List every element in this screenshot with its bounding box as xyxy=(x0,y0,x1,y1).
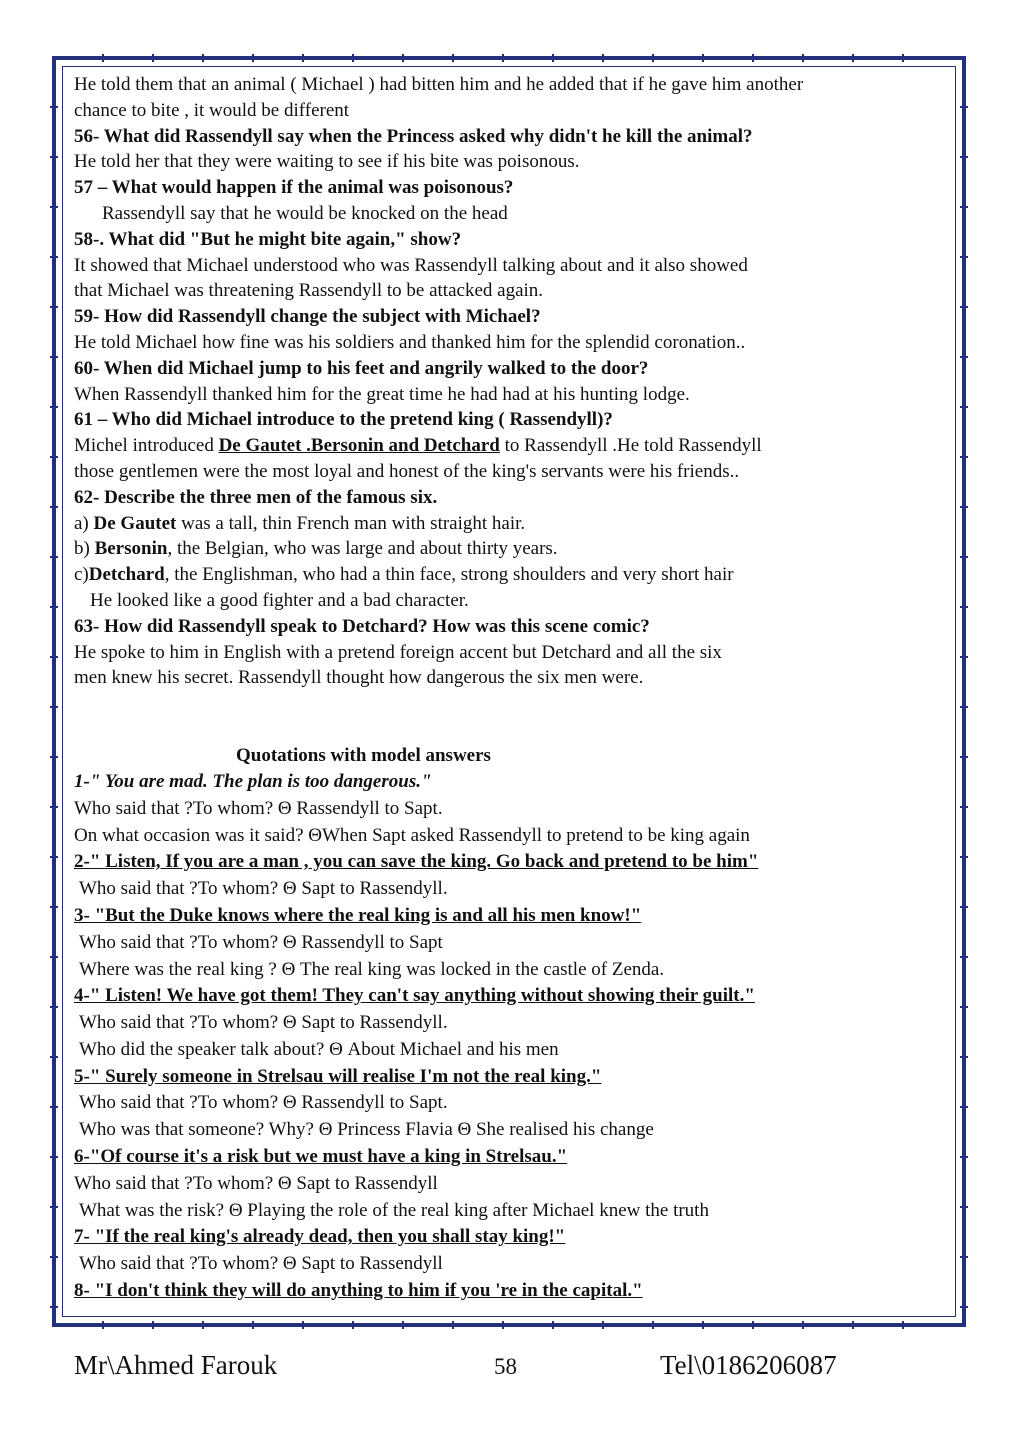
border-tick xyxy=(302,54,304,62)
border-tick xyxy=(50,406,58,408)
border-tick xyxy=(960,906,968,908)
answer-63-cont: men knew his secret. Rassendyll thought how dangerous the six men were. xyxy=(74,667,644,689)
answer-57: Rassendyll say that he would be knocked on the head xyxy=(102,202,508,224)
border-tick xyxy=(960,1156,968,1158)
border-tick xyxy=(352,54,354,62)
border-tick xyxy=(252,1321,254,1329)
quotation-answer: Where was the real king ? Θ The real king was locked in the castle of Zenda. xyxy=(79,958,665,980)
border-tick xyxy=(452,1321,454,1329)
border-tick xyxy=(50,756,58,758)
border-tick xyxy=(902,54,904,62)
quotation-5: 5-" Surely someone in Strelsau will realise I'm not the real king." xyxy=(74,1065,602,1087)
border-tick xyxy=(552,1321,554,1329)
border-tick xyxy=(50,156,58,158)
border-tick xyxy=(50,856,58,858)
text-line: chance to bite , it would be different xyxy=(74,99,350,121)
answer-56: He told her that they were waiting to see if his bite was poisonous. xyxy=(74,151,580,173)
border-tick xyxy=(50,1056,58,1058)
border-tick xyxy=(50,606,58,608)
answer-63: He spoke to him in English with a pretend foreign accent but Detchard and all the six xyxy=(74,641,722,663)
man-desc: was a tall, thin French man with straight hair. xyxy=(176,512,526,534)
quotation-answer: Who was that someone? Why? Θ Princess Flavia Θ She realised his change xyxy=(79,1119,654,1141)
border-tick xyxy=(252,54,254,62)
question-62: 62- Describe the three men of the famous six. xyxy=(74,486,438,508)
border-tick xyxy=(50,306,58,308)
border-tick xyxy=(402,1321,404,1329)
border-tick xyxy=(960,656,968,658)
quotation-answer: Who did the speaker talk about? Θ About Michael and his men xyxy=(79,1038,559,1060)
quotations-title: Quotations with model answers xyxy=(236,745,491,767)
border-tick xyxy=(602,1321,604,1329)
quotation-4: 4-" Listen! We have got them! They can't say anything without showing their guilt." xyxy=(74,985,755,1007)
answer-61-post: to Rassendyll .He told Rassendyll xyxy=(499,435,762,457)
quotation-1: 1-" You are mad. The plan is too dangerous." xyxy=(74,770,432,792)
question-58: 58-. What did "But he might bite again," show? xyxy=(74,228,462,250)
detchard-cont: He looked like a good fighter and a bad character. xyxy=(90,589,469,611)
border-tick xyxy=(50,1106,58,1108)
border-tick xyxy=(960,1256,968,1258)
border-tick xyxy=(102,54,104,62)
border-tick xyxy=(960,456,968,458)
border-tick xyxy=(50,656,58,658)
quotation-7: 7- "If the real king's already dead, then you shall stay king!" xyxy=(74,1226,566,1248)
border-tick xyxy=(152,1321,154,1329)
border-tick xyxy=(50,956,58,958)
border-tick xyxy=(50,906,58,908)
border-tick xyxy=(50,206,58,208)
question-57: 57 – What would happen if the animal was poisonous? xyxy=(74,177,514,199)
question-60: 60- When did Michael jump to his feet and angrily walked to the door? xyxy=(74,357,649,379)
answer-61-cont: those gentlemen were the most loyal and honest of the king's servants were his friends.. xyxy=(74,460,740,482)
quotation-answer: On what occasion was it said? ΘWhen Sapt asked Rassendyll to pretend to be king again xyxy=(74,824,750,846)
man-name: Detchard xyxy=(88,564,165,586)
border-tick xyxy=(50,356,58,358)
border-tick xyxy=(50,256,58,258)
border-tick xyxy=(960,1206,968,1208)
man-prefix: c) xyxy=(74,564,89,586)
border-tick xyxy=(202,54,204,62)
border-tick xyxy=(752,1321,754,1329)
answer-58: It showed that Michael understood who was Rassendyll talking about and it also showed xyxy=(74,254,748,276)
border-tick xyxy=(960,1306,968,1308)
man-name: De Gautet xyxy=(93,512,177,534)
border-tick xyxy=(852,1321,854,1329)
man-prefix: a) xyxy=(74,512,94,534)
border-tick xyxy=(452,54,454,62)
border-tick xyxy=(202,1321,204,1329)
man-name: Bersonin xyxy=(94,538,168,560)
man-de-gautet xyxy=(74,511,954,537)
border-tick xyxy=(652,1321,654,1329)
border-tick xyxy=(960,106,968,108)
quotation-answer: Who said that ?To whom? Θ Rassendyll to Sapt xyxy=(79,931,443,953)
border-tick xyxy=(960,356,968,358)
border-tick xyxy=(960,756,968,758)
answer-61-pre: Michel introduced xyxy=(74,435,219,457)
spacer xyxy=(74,691,954,743)
quotation-answer: What was the risk? Θ Playing the role of the real king after Michael knew the truth xyxy=(79,1199,709,1221)
border-tick xyxy=(102,1321,104,1329)
page-number: 58 xyxy=(494,1354,517,1379)
border-tick xyxy=(960,1106,968,1108)
border-tick xyxy=(50,506,58,508)
answer-60: When Rassendyll thanked him for the great time he had had at his hunting lodge. xyxy=(74,383,690,405)
border-tick xyxy=(402,54,404,62)
question-59: 59- How did Rassendyll change the subject with Michael? xyxy=(74,306,541,328)
man-desc: , the Belgian, who was large and about thirty years. xyxy=(167,538,558,560)
border-tick xyxy=(752,54,754,62)
border-tick xyxy=(960,606,968,608)
border-tick xyxy=(960,856,968,858)
answer-58-cont: that Michael was threatening Rassendyll to be attacked again. xyxy=(74,280,544,302)
answer-61 xyxy=(74,433,954,459)
border-tick xyxy=(50,106,58,108)
question-61: 61 – Who did Michael introduce to the pretend king ( Rassendyll)? xyxy=(74,409,613,431)
border-tick xyxy=(302,1321,304,1329)
quotation-answer: Who said that ?To whom? Θ Sapt to Rassendyll xyxy=(74,1172,438,1194)
quotation-3: 3- "But the Duke knows where the real king is and all his men know!" xyxy=(74,904,642,926)
quotations-list xyxy=(74,769,954,1305)
border-tick xyxy=(960,406,968,408)
quotation-2: 2-" Listen, If you are a man , you can save the king. Go back and pretend to be him" xyxy=(74,851,759,873)
border-tick xyxy=(802,1321,804,1329)
border-tick xyxy=(802,54,804,62)
answer-59: He told Michael how fine was his soldiers and thanked him for the splendid coronation.. xyxy=(74,331,746,353)
man-desc: , the Englishman, who had a thin face, strong shoulders and very short hair xyxy=(164,564,734,586)
border-tick xyxy=(50,556,58,558)
border-tick xyxy=(50,1306,58,1308)
man-prefix: b) xyxy=(74,538,95,560)
border-tick xyxy=(960,206,968,208)
border-tick xyxy=(902,1321,904,1329)
quotation-answer: Who said that ?To whom? Θ Rassendyll to Sapt. xyxy=(79,1092,448,1114)
border-tick xyxy=(502,1321,504,1329)
border-tick xyxy=(702,1321,704,1329)
border-tick xyxy=(50,706,58,708)
border-tick xyxy=(702,54,704,62)
border-tick xyxy=(352,1321,354,1329)
quotation-answer: Who said that ?To whom? Θ Sapt to Rassendyll xyxy=(79,1253,443,1275)
border-tick xyxy=(50,1156,58,1158)
border-tick xyxy=(852,54,854,62)
border-tick xyxy=(602,54,604,62)
border-tick xyxy=(960,556,968,558)
border-tick xyxy=(960,156,968,158)
man-detchard xyxy=(74,562,954,588)
border-tick xyxy=(960,506,968,508)
border-tick xyxy=(502,54,504,62)
quotation-answer: Who said that ?To whom? Θ Sapt to Rassendyll. xyxy=(79,1012,448,1034)
border-tick xyxy=(652,54,654,62)
question-56: 56- What did Rassendyll say when the Princess asked why didn't he kill the animal? xyxy=(74,125,753,147)
border-tick xyxy=(960,1056,968,1058)
border-tick xyxy=(50,1256,58,1258)
border-tick xyxy=(960,306,968,308)
border-tick xyxy=(152,54,154,62)
border-tick xyxy=(50,1206,58,1208)
page-footer xyxy=(74,1350,954,1390)
border-tick xyxy=(960,706,968,708)
border-tick xyxy=(960,1006,968,1008)
border-tick xyxy=(552,54,554,62)
border-tick xyxy=(960,806,968,808)
footer-tel: Tel\0186206087 xyxy=(660,1350,837,1380)
quotation-6: 6-"Of course it's a risk but we must have a king in Strelsau." xyxy=(74,1146,568,1168)
border-tick xyxy=(50,456,58,458)
man-bersonin xyxy=(74,536,954,562)
quotation-answer: Who said that ?To whom? Θ Sapt to Rassendyll. xyxy=(79,878,448,900)
question-63: 63- How did Rassendyll speak to Detchard? How was this scene comic? xyxy=(74,615,650,637)
footer-author: Mr\Ahmed Farouk xyxy=(74,1350,278,1380)
quotation-8: 8- "I don't think they will do anything to him if you 're in the capital." xyxy=(74,1280,643,1302)
border-tick xyxy=(960,256,968,258)
text-line: He told them that an animal ( Michael ) had bitten him and he added that if he gave him another xyxy=(74,74,804,95)
border-tick xyxy=(50,806,58,808)
answer-61-names: De Gautet .Bersonin and Detchard xyxy=(218,435,500,457)
page-content xyxy=(74,72,954,1305)
border-tick xyxy=(50,1006,58,1008)
quotation-answer: Who said that ?To whom? Θ Rassendyll to Sapt. xyxy=(74,797,443,819)
border-tick xyxy=(960,956,968,958)
